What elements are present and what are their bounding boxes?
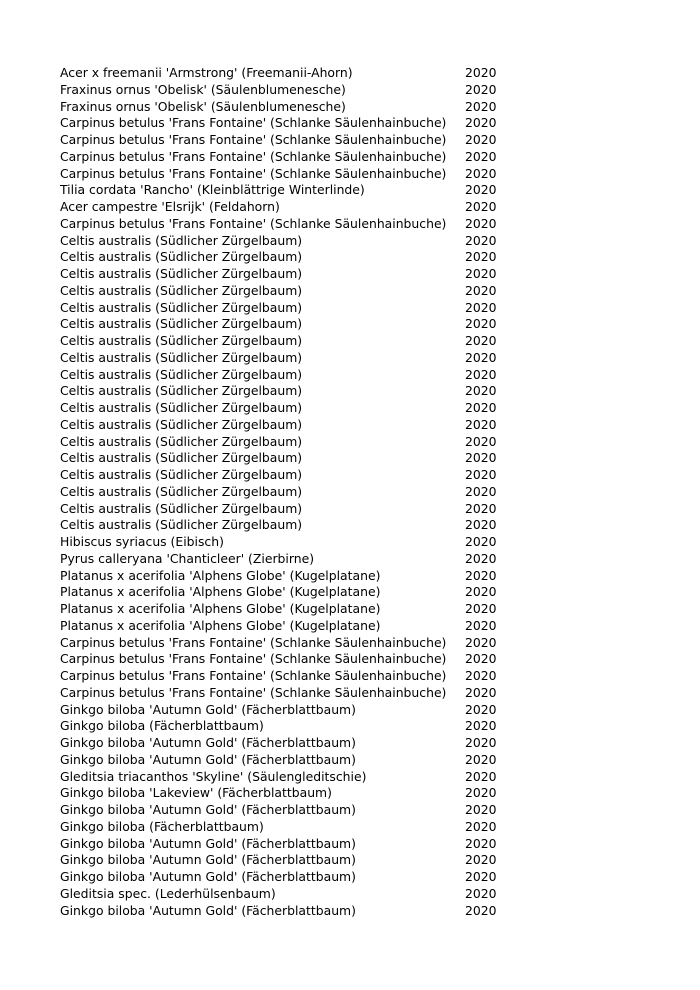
planting-year: 2020 [465,282,497,298]
tree-name: Ginkgo biloba 'Autumn Gold' (Fächerblattbaum) [60,751,356,767]
tree-name: Celtis australis (Südlicher Zürgelbaum) [60,517,303,533]
list-row [60,534,520,551]
tree-name: Carpinus betulus 'Frans Fontaine' (Schlanke Säulenhainbuche) [60,132,447,147]
tree-name: Ginkgo biloba (Fächerblattbaum) [60,718,264,734]
planting-year: 2020 [465,115,497,131]
tree-name: Ginkgo biloba 'Lakeview' (Fächerblattbaum) [60,785,332,801]
planting-year: 2020 [465,98,497,114]
planting-year: 2020 [465,651,497,667]
planting-year: 2020 [465,148,497,164]
planting-year: 2020 [465,400,497,415]
list-row [60,718,520,735]
planting-year: 2020 [465,567,497,583]
planting-year: 2020 [465,885,497,901]
list-row [60,199,520,216]
tree-name: Acer campestre 'Elsrijk' (Feldahorn) [60,199,280,214]
tree-name: Platanus x acerifolia 'Alphens Globe' (Kugelplatane) [60,601,381,616]
planting-year: 2020 [465,165,497,181]
planting-year: 2020 [465,634,497,650]
planting-year: 2020 [465,483,497,499]
list-row [60,367,520,384]
planting-year: 2020 [465,215,497,231]
list-row [60,434,520,451]
tree-name: Celtis australis (Südlicher Zürgelbaum) [60,249,303,265]
tree-name: Gleditsia triacanthos 'Skyline' (Säulengleditschie) [60,768,367,784]
tree-name: Tilia cordata 'Rancho' (Kleinblättrige Winterlinde) [60,182,365,198]
list-row [60,551,520,568]
planting-year: 2020 [465,500,497,516]
list-row [60,568,520,585]
tree-name: Carpinus betulus 'Frans Fontaine' (Schlanke Säulenhainbuche) [60,684,447,700]
tree-name: Celtis australis (Südlicher Zürgelbaum) [60,299,303,315]
list-row [60,316,520,333]
planting-year: 2020 [465,450,497,466]
list-row [60,166,520,183]
list-row [60,501,520,518]
tree-name: Celtis australis (Südlicher Zürgelbaum) [60,266,303,281]
list-row [60,283,520,300]
planting-year: 2020 [465,802,497,817]
list-row [60,651,520,668]
tree-name: Celtis australis (Südlicher Zürgelbaum) [60,333,303,348]
planting-year: 2020 [465,199,497,214]
planting-year: 2020 [465,601,497,616]
tree-name: Acer x freemanii 'Armstrong' (Freemanii-Ahorn) [60,65,353,80]
tree-name: Celtis australis (Südlicher Zürgelbaum) [60,400,303,415]
list-row [60,769,520,786]
planting-year: 2020 [465,785,497,801]
tree-name: Ginkgo biloba 'Autumn Gold' (Fächerblattbaum) [60,852,356,868]
list-row [60,802,520,819]
list-row [60,635,520,652]
planting-year: 2020 [465,266,497,281]
planting-year: 2020 [465,869,497,884]
tree-name: Fraxinus ornus 'Obelisk' (Säulenblumenesche) [60,81,346,97]
list-row [60,132,520,149]
tree-name: Pyrus calleryana 'Chanticleer' (Zierbirne) [60,550,315,566]
planting-year: 2020 [465,517,497,533]
tree-name: Celtis australis (Südlicher Zürgelbaum) [60,450,303,466]
list-row [60,400,520,417]
planting-year: 2020 [465,383,497,399]
list-row [60,417,520,434]
planting-year: 2020 [465,768,497,784]
list-row [60,82,520,99]
tree-name: Celtis australis (Südlicher Zürgelbaum) [60,366,303,382]
list-row [60,752,520,769]
tree-name: Carpinus betulus 'Frans Fontaine' (Schlanke Säulenhainbuche) [60,148,447,164]
planting-year: 2020 [465,684,497,700]
list-row [60,65,520,82]
list-row [60,584,520,601]
tree-name: Celtis australis (Südlicher Zürgelbaum) [60,316,303,332]
tree-name: Celtis australis (Südlicher Zürgelbaum) [60,232,303,248]
list-row [60,886,520,903]
tree-name: Ginkgo biloba 'Autumn Gold' (Fächerblattbaum) [60,802,356,817]
list-row [60,115,520,132]
tree-name: Celtis australis (Südlicher Zürgelbaum) [60,349,303,365]
tree-name: Ginkgo biloba 'Autumn Gold' (Fächerblattbaum) [60,835,356,851]
tree-name: Celtis australis (Südlicher Zürgelbaum) [60,483,303,499]
planting-year: 2020 [465,249,497,265]
tree-planting-list [60,65,520,919]
tree-name: Carpinus betulus 'Frans Fontaine' (Schlanke Säulenhainbuche) [60,165,447,181]
tree-name: Carpinus betulus 'Frans Fontaine' (Schlanke Säulenhainbuche) [60,634,447,650]
planting-year: 2020 [465,617,497,633]
tree-name: Carpinus betulus 'Frans Fontaine' (Schlanke Säulenhainbuche) [60,215,447,231]
list-row [60,785,520,802]
planting-year: 2020 [465,751,497,767]
list-row [60,819,520,836]
planting-year: 2020 [465,718,497,734]
planting-year: 2020 [465,316,497,332]
tree-name: Celtis australis (Südlicher Zürgelbaum) [60,282,303,298]
tree-name: Ginkgo biloba 'Autumn Gold' (Fächerblattbaum) [60,701,356,717]
tree-name: Platanus x acerifolia 'Alphens Globe' (Kugelplatane) [60,584,381,600]
planting-year: 2020 [465,182,497,198]
planting-year: 2020 [465,668,497,683]
tree-name: Fraxinus ornus 'Obelisk' (Säulenblumenesche) [60,98,346,114]
list-row [60,517,520,534]
list-row [60,300,520,317]
planting-year: 2020 [465,416,497,432]
planting-year: 2020 [465,584,497,600]
tree-name: Celtis australis (Südlicher Zürgelbaum) [60,433,303,449]
list-row [60,467,520,484]
tree-name: Carpinus betulus 'Frans Fontaine' (Schlanke Säulenhainbuche) [60,651,447,667]
list-row [60,350,520,367]
list-row [60,836,520,853]
tree-name: Carpinus betulus 'Frans Fontaine' (Schlanke Säulenhainbuche) [60,668,447,683]
list-row [60,852,520,869]
planting-year: 2020 [465,735,497,750]
list-row [60,735,520,752]
planting-year: 2020 [465,835,497,851]
tree-name: Platanus x acerifolia 'Alphens Globe' (Kugelplatane) [60,567,381,583]
planting-year: 2020 [465,852,497,868]
planting-year: 2020 [465,81,497,97]
list-row [60,383,520,400]
tree-name: Ginkgo biloba 'Autumn Gold' (Fächerblattbaum) [60,869,356,884]
planting-year: 2020 [465,333,497,348]
planting-year: 2020 [465,232,497,248]
tree-name: Ginkgo biloba 'Autumn Gold' (Fächerblattbaum) [60,902,356,918]
list-row [60,484,520,501]
list-row [60,869,520,886]
planting-year: 2020 [465,550,497,566]
list-row [60,903,520,920]
tree-name: Hibiscus syriacus (Eibisch) [60,534,224,549]
list-row [60,702,520,719]
tree-name: Celtis australis (Südlicher Zürgelbaum) [60,500,303,516]
list-row [60,685,520,702]
tree-name: Ginkgo biloba 'Autumn Gold' (Fächerblattbaum) [60,735,356,750]
list-row [60,333,520,350]
planting-year: 2020 [465,818,497,834]
tree-name: Celtis australis (Südlicher Zürgelbaum) [60,416,303,432]
tree-name: Gleditsia spec. (Lederhülsenbaum) [60,885,276,901]
planting-year: 2020 [465,366,497,382]
planting-year: 2020 [465,701,497,717]
list-row [60,266,520,283]
tree-name: Carpinus betulus 'Frans Fontaine' (Schlanke Säulenhainbuche) [60,115,447,131]
list-row [60,149,520,166]
list-row [60,233,520,250]
list-row [60,216,520,233]
planting-year: 2020 [465,433,497,449]
planting-year: 2020 [465,65,497,80]
list-row [60,249,520,266]
tree-name: Ginkgo biloba (Fächerblattbaum) [60,818,264,834]
tree-name: Platanus x acerifolia 'Alphens Globe' (Kugelplatane) [60,617,381,633]
list-row [60,99,520,116]
planting-year: 2020 [465,534,497,549]
planting-year: 2020 [465,349,497,365]
tree-name: Celtis australis (Südlicher Zürgelbaum) [60,467,303,482]
planting-year: 2020 [465,299,497,315]
list-row [60,668,520,685]
list-row [60,450,520,467]
planting-year: 2020 [465,132,497,147]
tree-name: Celtis australis (Südlicher Zürgelbaum) [60,383,303,399]
list-row [60,601,520,618]
list-row [60,618,520,635]
planting-year: 2020 [465,902,497,918]
list-row [60,182,520,199]
planting-year: 2020 [465,467,497,482]
